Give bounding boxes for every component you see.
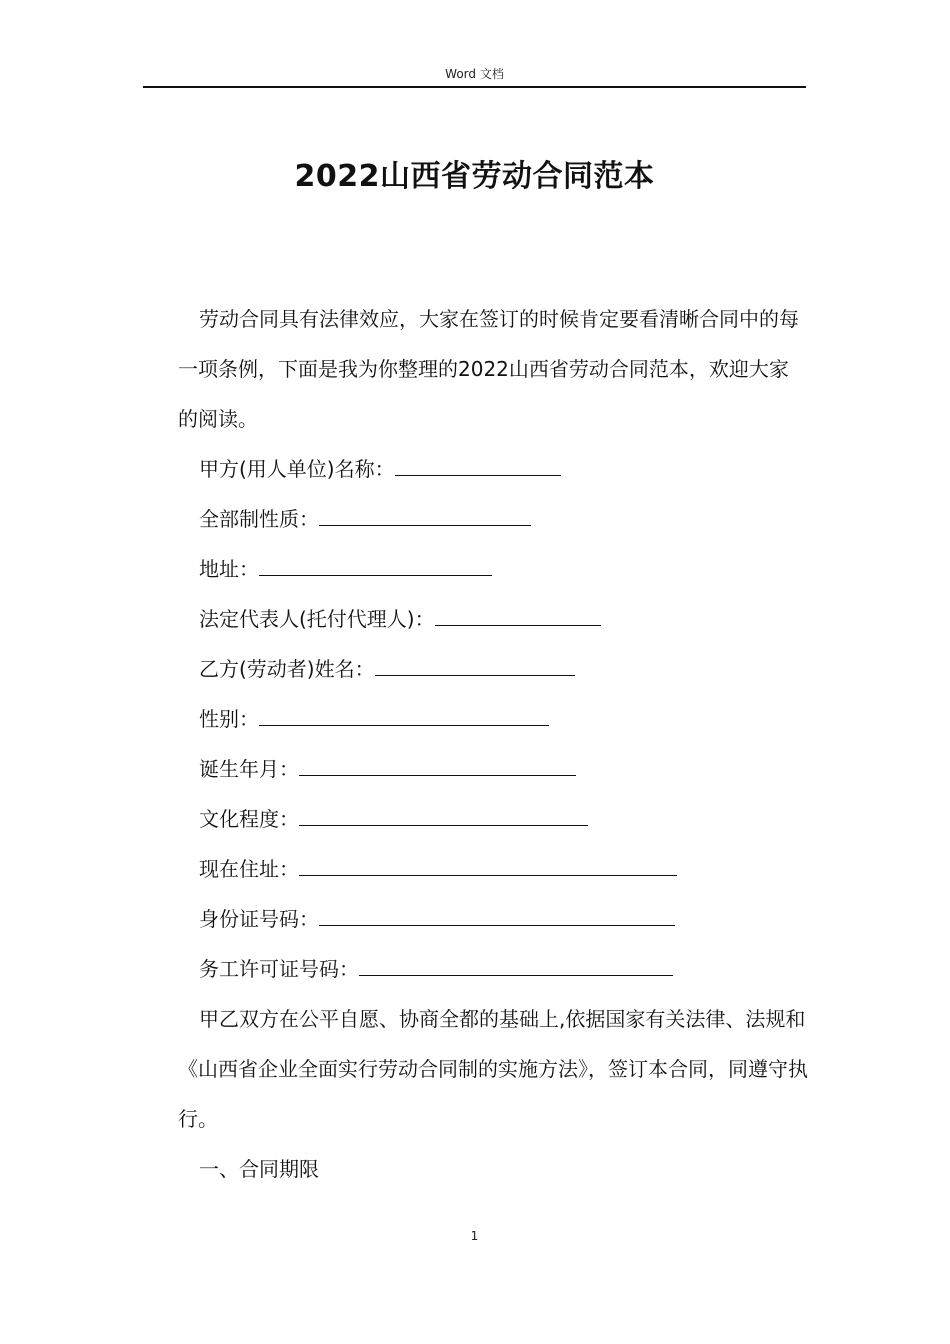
fill-in-blank	[259, 703, 549, 726]
field-label: 乙方(劳动者)姓名：	[199, 657, 375, 681]
field-id-number	[178, 894, 808, 944]
field-address	[178, 544, 808, 594]
field-gender	[178, 694, 808, 744]
field-current-address	[178, 844, 808, 894]
field-label: 全部制性质：	[199, 507, 319, 531]
page-number: 1	[470, 1229, 479, 1243]
field-work-permit-number	[178, 944, 808, 994]
field-legal-representative	[178, 594, 808, 644]
fill-in-blank	[299, 803, 588, 826]
field-employer-name	[178, 444, 808, 494]
fill-in-blank	[319, 503, 531, 526]
field-label: 身份证号码：	[199, 907, 319, 931]
fill-in-blank	[435, 603, 601, 626]
fill-in-blank	[259, 553, 492, 576]
field-ownership-type	[178, 494, 808, 544]
field-label: 甲方(用人单位)名称：	[199, 457, 395, 481]
field-birth-date	[178, 744, 808, 794]
fill-in-blank	[359, 953, 673, 976]
field-label: 诞生年月：	[199, 757, 299, 781]
field-label: 现在住址：	[199, 857, 299, 881]
agreement-paragraph: 甲乙双方在公平自愿、协商全都的基础上,依据国家有关法律、法规和《山西省企业全面实行劳动合同制的实施方法》，签订本合同，同遵守执行。	[178, 1007, 808, 1131]
intro-paragraph: 劳动合同具有法律效应，大家在签订的时候肯定要看清晰合同中的每一项条例，下面是我为你整理的2022山西省劳动合同范本，欢迎大家的阅读。	[178, 307, 799, 431]
fill-in-blank	[319, 903, 675, 926]
section-heading-contract-term: 一、合同期限	[199, 1157, 319, 1181]
document-title: 2022山西省劳动合同范本	[294, 159, 655, 194]
document-body	[178, 294, 808, 1194]
field-label: 文化程度：	[199, 807, 299, 831]
field-education	[178, 794, 808, 844]
fill-in-blank	[299, 853, 677, 876]
fill-in-blank	[375, 653, 575, 676]
fill-in-blank	[395, 453, 561, 476]
field-label: 法定代表人(托付代理人)：	[199, 607, 435, 631]
fill-in-blank	[299, 753, 576, 776]
field-employee-name	[178, 644, 808, 694]
field-label: 务工许可证号码：	[199, 957, 359, 981]
field-label: 性别：	[199, 707, 259, 731]
header-rule	[143, 86, 806, 88]
field-label: 地址：	[199, 557, 259, 581]
page-header: Word 文档	[445, 67, 504, 81]
